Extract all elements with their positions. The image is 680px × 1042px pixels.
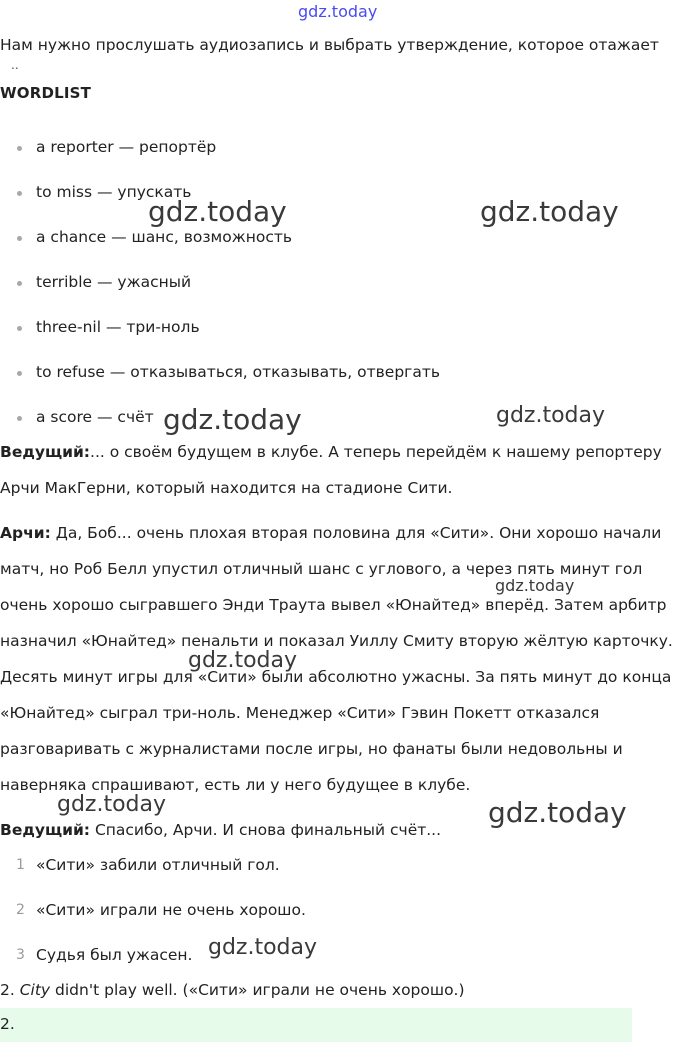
watermark: gdz.today	[480, 195, 619, 228]
wordlist-item-text: a chance — шанс, возможность	[36, 228, 292, 246]
answer-prefix: 2.	[0, 981, 20, 999]
speaker-label: Ведущий:	[0, 443, 91, 461]
watermark: gdz.today	[188, 648, 298, 673]
watermark: gdz.today	[488, 796, 627, 829]
answer-italic: City	[19, 981, 51, 999]
speech-text: ... о своём будущем в клубе. А теперь перейдём к нашему репортеру Арчи МакГерни, который находится на стадионе Сити.	[0, 443, 662, 497]
watermark: gdz.today	[496, 403, 606, 428]
watermark: gdz.today	[57, 792, 167, 817]
watermark: gdz.today	[163, 403, 302, 436]
bullet	[17, 326, 22, 331]
transcript-paragraph-host	[0, 434, 680, 506]
option-text: «Сити» забили отличный гол.	[36, 856, 280, 874]
speech-text: Спасибо, Арчи. И снова финальный счёт...	[90, 821, 442, 839]
wordlist-item-text: a score — счёт	[36, 408, 154, 426]
speaker-label: Арчи:	[0, 524, 51, 542]
bullet	[17, 191, 22, 196]
option-text: Судья был ужасен.	[36, 946, 193, 964]
option-number: 2	[16, 902, 25, 918]
bullet	[17, 236, 22, 241]
wordlist-item-text: to refuse — отказываться, отказывать, отвергать	[36, 363, 440, 381]
bullet	[17, 146, 22, 151]
transcript-paragraph-host-final	[0, 812, 680, 848]
speech-text: Да, Боб... очень плохая вторая половина для «Сити». Они хорошо начали матч, но Роб Белл упустил отличный шанс с углового, а через пять минут гол очень хорошо сыгравшего Энди Траута вывел «Юнайтед» вперёд. Затем арбитр назначил «Юнайтед» пенальти и показал Уиллу Смиту вторую жёлтую карточку. Десять минут игры для «Сити» были абсолютно ужасны. За пять минут до конца «Юнайтед» сыграл три-ноль. Менеджер «Сити» Гэвин Покетт отказался разговаривать с журналистами после игры, но фанаты были недовольны и наверняка спрашивают, есть ли у него будущее в клубе.	[0, 524, 673, 794]
watermark-top: gdz.today	[298, 2, 378, 21]
final-answer-box	[0, 1008, 632, 1042]
bullet	[17, 416, 22, 421]
option-number: 3	[16, 947, 25, 963]
option-text: «Сити» играли не очень хорошо.	[36, 901, 306, 919]
wordlist-item-text: a reporter — репортёр	[36, 138, 217, 156]
answer-rest: didn't play well. («Сити» играли не очень хорошо.)	[50, 981, 465, 999]
wordlist-item-text: three-nil — три-ноль	[36, 318, 200, 336]
task-intro: Нам нужно прослушать аудиозапись и выбрать утверждение, которое отажает	[0, 36, 659, 54]
transcript-paragraph-archie	[0, 515, 680, 803]
wordlist-item-text: terrible — ужасный	[36, 273, 192, 291]
final-answer: 2.	[0, 1015, 15, 1033]
wordlist-item-text: to miss — упускать	[36, 183, 192, 201]
watermark: gdz.today	[148, 195, 287, 228]
watermark: gdz.today	[495, 576, 575, 595]
intro-dots: ..	[11, 58, 19, 72]
bullet	[17, 281, 22, 286]
watermark: gdz.today	[208, 935, 318, 960]
option-number: 1	[16, 857, 25, 873]
bullet	[17, 371, 22, 376]
speaker-label: Ведущий:	[0, 821, 91, 839]
answer-explanation	[0, 981, 465, 999]
wordlist-title: WORDLIST	[0, 84, 92, 102]
